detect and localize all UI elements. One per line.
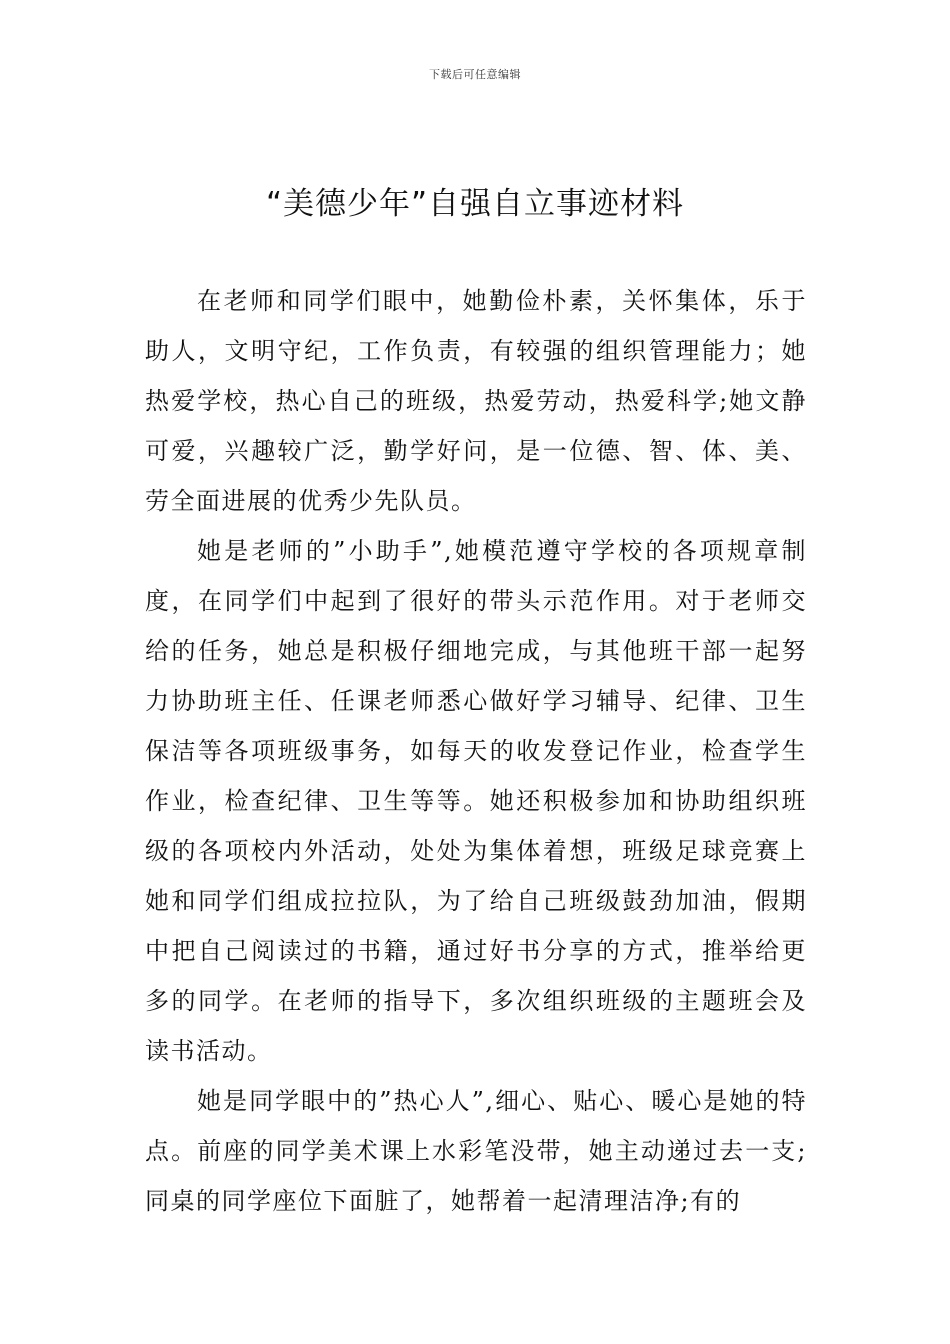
document-body xyxy=(145,276,807,1226)
header-note: 下载后可任意编辑 xyxy=(429,68,521,81)
document-title: “美德少年”自强自立事迹材料 xyxy=(265,186,685,222)
paragraph-1: 在老师和同学们眼中，她勤俭朴素，关怀集体，乐于助人，文明守纪，工作负责，有较强的组织管理能力；她热爱学校，热心自己的班级，热爱劳动，热爱科学;她文静可爱，兴趣较广泛，勤学好问，是一位德、智、体、美、劳全面进展的优秀少先队员。 xyxy=(145,287,807,515)
paragraph-2: 她是老师的”小助手”,她模范遵守学校的各项规章制度，在同学们中起到了很好的带头示范作用。对于老师交给的任务，她总是积极仔细地完成，与其他班干部一起努力协助班主任、任课老师悉心做好学习辅导、纪律、卫生保洁等各项班级事务，如每天的收发登记作业，检查学生作业，检查纪律、卫生等等。她还积极参加和协助组织班级的各项校内外活动，处处为集体着想，班级足球竞赛上她和同学们组成拉拉队，为了给自己班级鼓劲加油，假期中把自己阅读过的书籍，通过好书分享的方式，推举给更多的同学。在老师的指导下，多次组织班级的主题班会及读书活动。 xyxy=(145,537,807,1065)
paragraph-3: 她是同学眼中的”热心人”,细心、贴心、暖心是她的特点。前座的同学美术课上水彩笔没带，她主动递过去一支;同桌的同学座位下面脏了，她帮着一起清理洁净;有的 xyxy=(145,1087,807,1215)
